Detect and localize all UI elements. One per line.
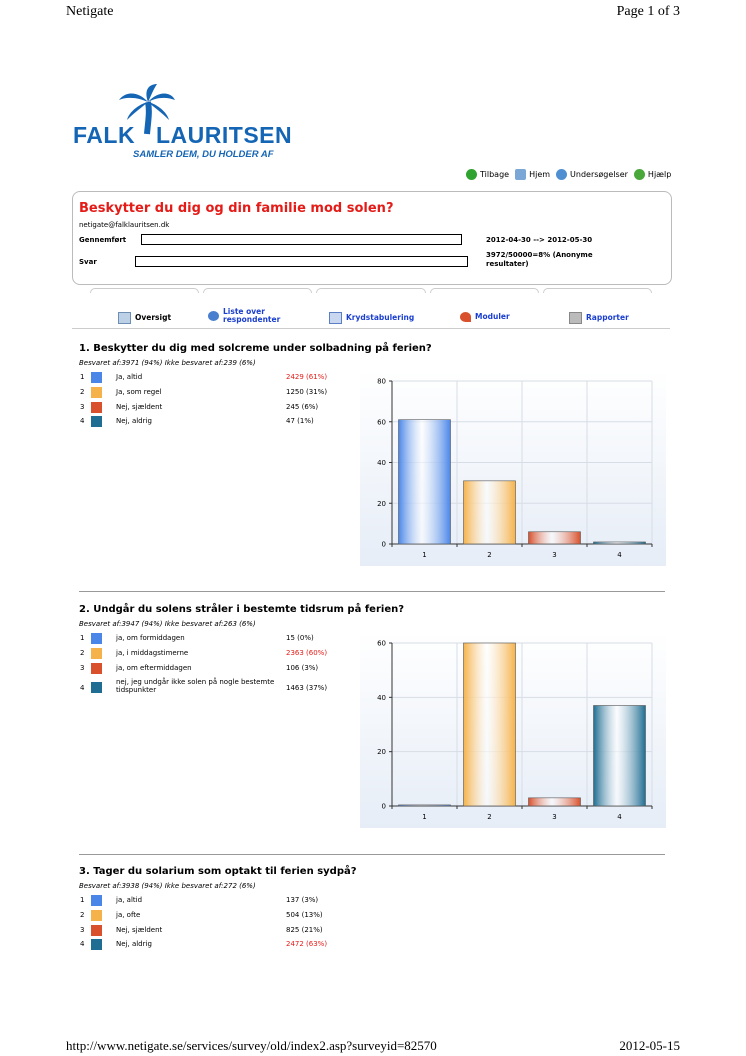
q1-answer-number: 1	[80, 373, 85, 381]
bar-1	[399, 420, 451, 544]
completed-value: 2012-04-30 --> 2012-05-30	[486, 236, 593, 244]
survey-title: Beskytter du dig og din familie mod solen?	[79, 201, 394, 216]
back-link[interactable]	[466, 169, 509, 180]
q2-bar-chart	[360, 632, 666, 828]
print-header-page: Page 1 of 3	[616, 4, 680, 19]
q1-answer-number: 2	[80, 388, 85, 396]
home-label: Hjem	[529, 170, 551, 179]
crosstab-icon	[329, 312, 342, 324]
print-footer-date: 2012-05-15	[619, 1038, 680, 1053]
y-tick-label: 60	[377, 639, 386, 648]
tab-overview[interactable]	[118, 312, 171, 324]
back-label: Tilbage	[480, 170, 510, 179]
x-tick-label: 4	[617, 551, 622, 559]
q2-title: 2. Undgår du solens stråler i bestemte tidsrum på ferien?	[79, 604, 405, 615]
q1-answer-label: Nej, sjældent	[116, 403, 163, 411]
surveys-label: Undersøgelser	[570, 170, 628, 179]
tab-strip	[90, 288, 652, 293]
q3-title: 3. Tager du solarium som optakt til ferien sydpå?	[79, 866, 357, 877]
q1-answer-value: 47 (1%)	[286, 417, 314, 425]
y-tick-label: 40	[377, 459, 386, 467]
bar-1	[399, 805, 451, 806]
bar-4	[594, 542, 646, 544]
answers-label: Svar	[79, 258, 97, 266]
q1-answer-number: 3	[80, 403, 85, 411]
x-tick-label: 3	[552, 813, 557, 821]
q2-answer-number: 2	[80, 649, 85, 657]
q2-subtitle: Besvaret af:3947 (94%) Ikke besvaret af:263 (6%)	[79, 620, 256, 628]
q1-swatch-3	[91, 402, 102, 413]
completed-progress-box	[141, 234, 462, 245]
tab-respondents-label: Liste over respondenter	[223, 307, 281, 324]
x-tick-label: 1	[422, 813, 427, 821]
q2-answer-value: 2363 (60%)	[286, 649, 328, 657]
y-tick-label: 0	[381, 802, 386, 811]
users-icon	[208, 311, 219, 321]
company-logo	[73, 84, 293, 164]
q2-answer-number: 3	[80, 664, 85, 672]
q2-answer-label: ja, om formiddagen	[116, 634, 185, 642]
y-tick-label: 0	[381, 540, 386, 549]
q1-answer-value: 2429 (61%)	[286, 373, 328, 381]
help-icon	[634, 169, 645, 180]
bar-4	[594, 705, 646, 806]
tab-respondents[interactable]	[208, 308, 295, 324]
q1-title: 1. Beskytter du dig med solcreme under solbadning på ferien?	[79, 343, 432, 354]
q2-answer-number: 1	[80, 634, 85, 642]
q2-swatch-4	[91, 682, 102, 693]
logo-word-right: LAURITSEN	[156, 122, 293, 148]
logo-slogan: SAMLER DEM, DU HOLDER AF	[133, 149, 274, 160]
completed-label: Gennemført	[79, 236, 127, 244]
x-tick-label: 1	[422, 551, 427, 559]
q1-answer-value: 245 (6%)	[286, 403, 319, 411]
help-link[interactable]	[634, 169, 671, 180]
x-tick-label: 2	[487, 551, 492, 559]
y-tick-label: 40	[377, 693, 386, 702]
q2-answer-label: ja, i middagstimerne	[116, 649, 189, 657]
q2-swatch-3	[91, 663, 102, 674]
bar-2	[464, 643, 516, 806]
q3-answer-label: Nej, aldrig	[116, 940, 152, 948]
overview-icon	[118, 312, 131, 324]
tab-reports-label: Rapporter	[586, 313, 629, 322]
tab-reports[interactable]	[569, 312, 629, 324]
q3-subtitle: Besvaret af:3938 (94%) Ikke besvaret af:272 (6%)	[79, 882, 256, 890]
q3-answer-value: 137 (3%)	[286, 896, 319, 904]
answers-value: 3972/50000=8% (Anonyme resultater)	[486, 251, 593, 268]
y-tick-label: 60	[377, 418, 386, 427]
answers-progress-box	[135, 256, 468, 267]
q3-answer-value: 825 (21%)	[286, 926, 323, 934]
home-icon	[515, 169, 526, 180]
q1-swatch-4	[91, 416, 102, 427]
q1-answer-label: Ja, altid	[116, 373, 143, 381]
x-tick-label: 2	[487, 813, 492, 821]
q1-answer-label: Ja, som regel	[116, 388, 162, 396]
bar-2	[464, 481, 516, 544]
home-link[interactable]	[515, 169, 550, 180]
logo-word-left: FALK	[73, 122, 136, 148]
q3-swatch-1	[91, 895, 102, 906]
survey-email: netigate@falklauritsen.dk	[79, 221, 170, 229]
q1-swatch-2	[91, 387, 102, 398]
q3-answer-number: 4	[80, 940, 85, 948]
q1-swatch-1	[91, 372, 102, 383]
y-tick-label: 20	[377, 748, 386, 757]
q2-swatch-1	[91, 633, 102, 644]
tab-modules-label: Moduler	[475, 312, 510, 321]
q3-answer-value: 504 (13%)	[286, 911, 323, 919]
surveys-icon	[556, 169, 567, 180]
q2-answer-value: 106 (3%)	[286, 664, 319, 672]
q3-answer-number: 3	[80, 926, 85, 934]
tab-modules[interactable]	[460, 312, 510, 322]
help-label: Hjælp	[647, 170, 672, 179]
surveys-link[interactable]	[556, 169, 628, 180]
q3-answer-number: 2	[80, 911, 85, 919]
y-tick-label: 20	[377, 499, 386, 508]
x-tick-label: 4	[617, 813, 622, 821]
q3-swatch-4	[91, 939, 102, 950]
q1-divider	[79, 591, 665, 592]
print-header-title: Netigate	[66, 4, 114, 19]
q1-answer-label: Nej, aldrig	[116, 417, 152, 425]
top-nav	[466, 169, 671, 180]
tabs-divider	[72, 328, 670, 329]
q1-answer-value: 1250 (31%)	[286, 388, 328, 396]
modules-icon	[460, 312, 471, 322]
q2-divider	[79, 854, 665, 855]
q1-bar-chart	[360, 370, 666, 566]
tab-crosstab[interactable]	[329, 312, 414, 324]
bar-3	[529, 798, 581, 806]
q2-answer-value: 1463 (37%)	[286, 684, 328, 692]
q2-answer-label: nej, jeg undgår ikke solen på nogle bestemte tidspunkter	[116, 678, 275, 694]
q3-answer-label: ja, altid	[116, 896, 143, 904]
bar-3	[529, 532, 581, 544]
tab-crosstab-label: Krydstabulering	[346, 313, 415, 322]
q3-answer-number: 1	[80, 896, 85, 904]
printer-icon	[569, 312, 582, 324]
back-arrow-icon	[466, 169, 477, 180]
q3-answer-label: ja, ofte	[116, 911, 141, 919]
q1-answer-number: 4	[80, 417, 85, 425]
print-footer-url: http://www.netigate.se/services/survey/old/index2.asp?surveyid=82570	[66, 1038, 437, 1053]
y-tick-label: 80	[377, 377, 386, 386]
q3-swatch-3	[91, 925, 102, 936]
x-tick-label: 3	[552, 551, 557, 559]
q3-answer-label: Nej, sjældent	[116, 926, 163, 934]
q3-swatch-2	[91, 910, 102, 921]
tab-overview-label: Oversigt	[135, 313, 172, 322]
q2-answer-value: 15 (0%)	[286, 634, 314, 642]
q2-swatch-2	[91, 648, 102, 659]
q2-answer-number: 4	[80, 684, 85, 692]
q2-answer-label: ja, om eftermiddagen	[116, 664, 192, 672]
q3-answer-value: 2472 (63%)	[286, 940, 328, 948]
q1-subtitle: Besvaret af:3971 (94%) Ikke besvaret af:239 (6%)	[79, 359, 256, 367]
